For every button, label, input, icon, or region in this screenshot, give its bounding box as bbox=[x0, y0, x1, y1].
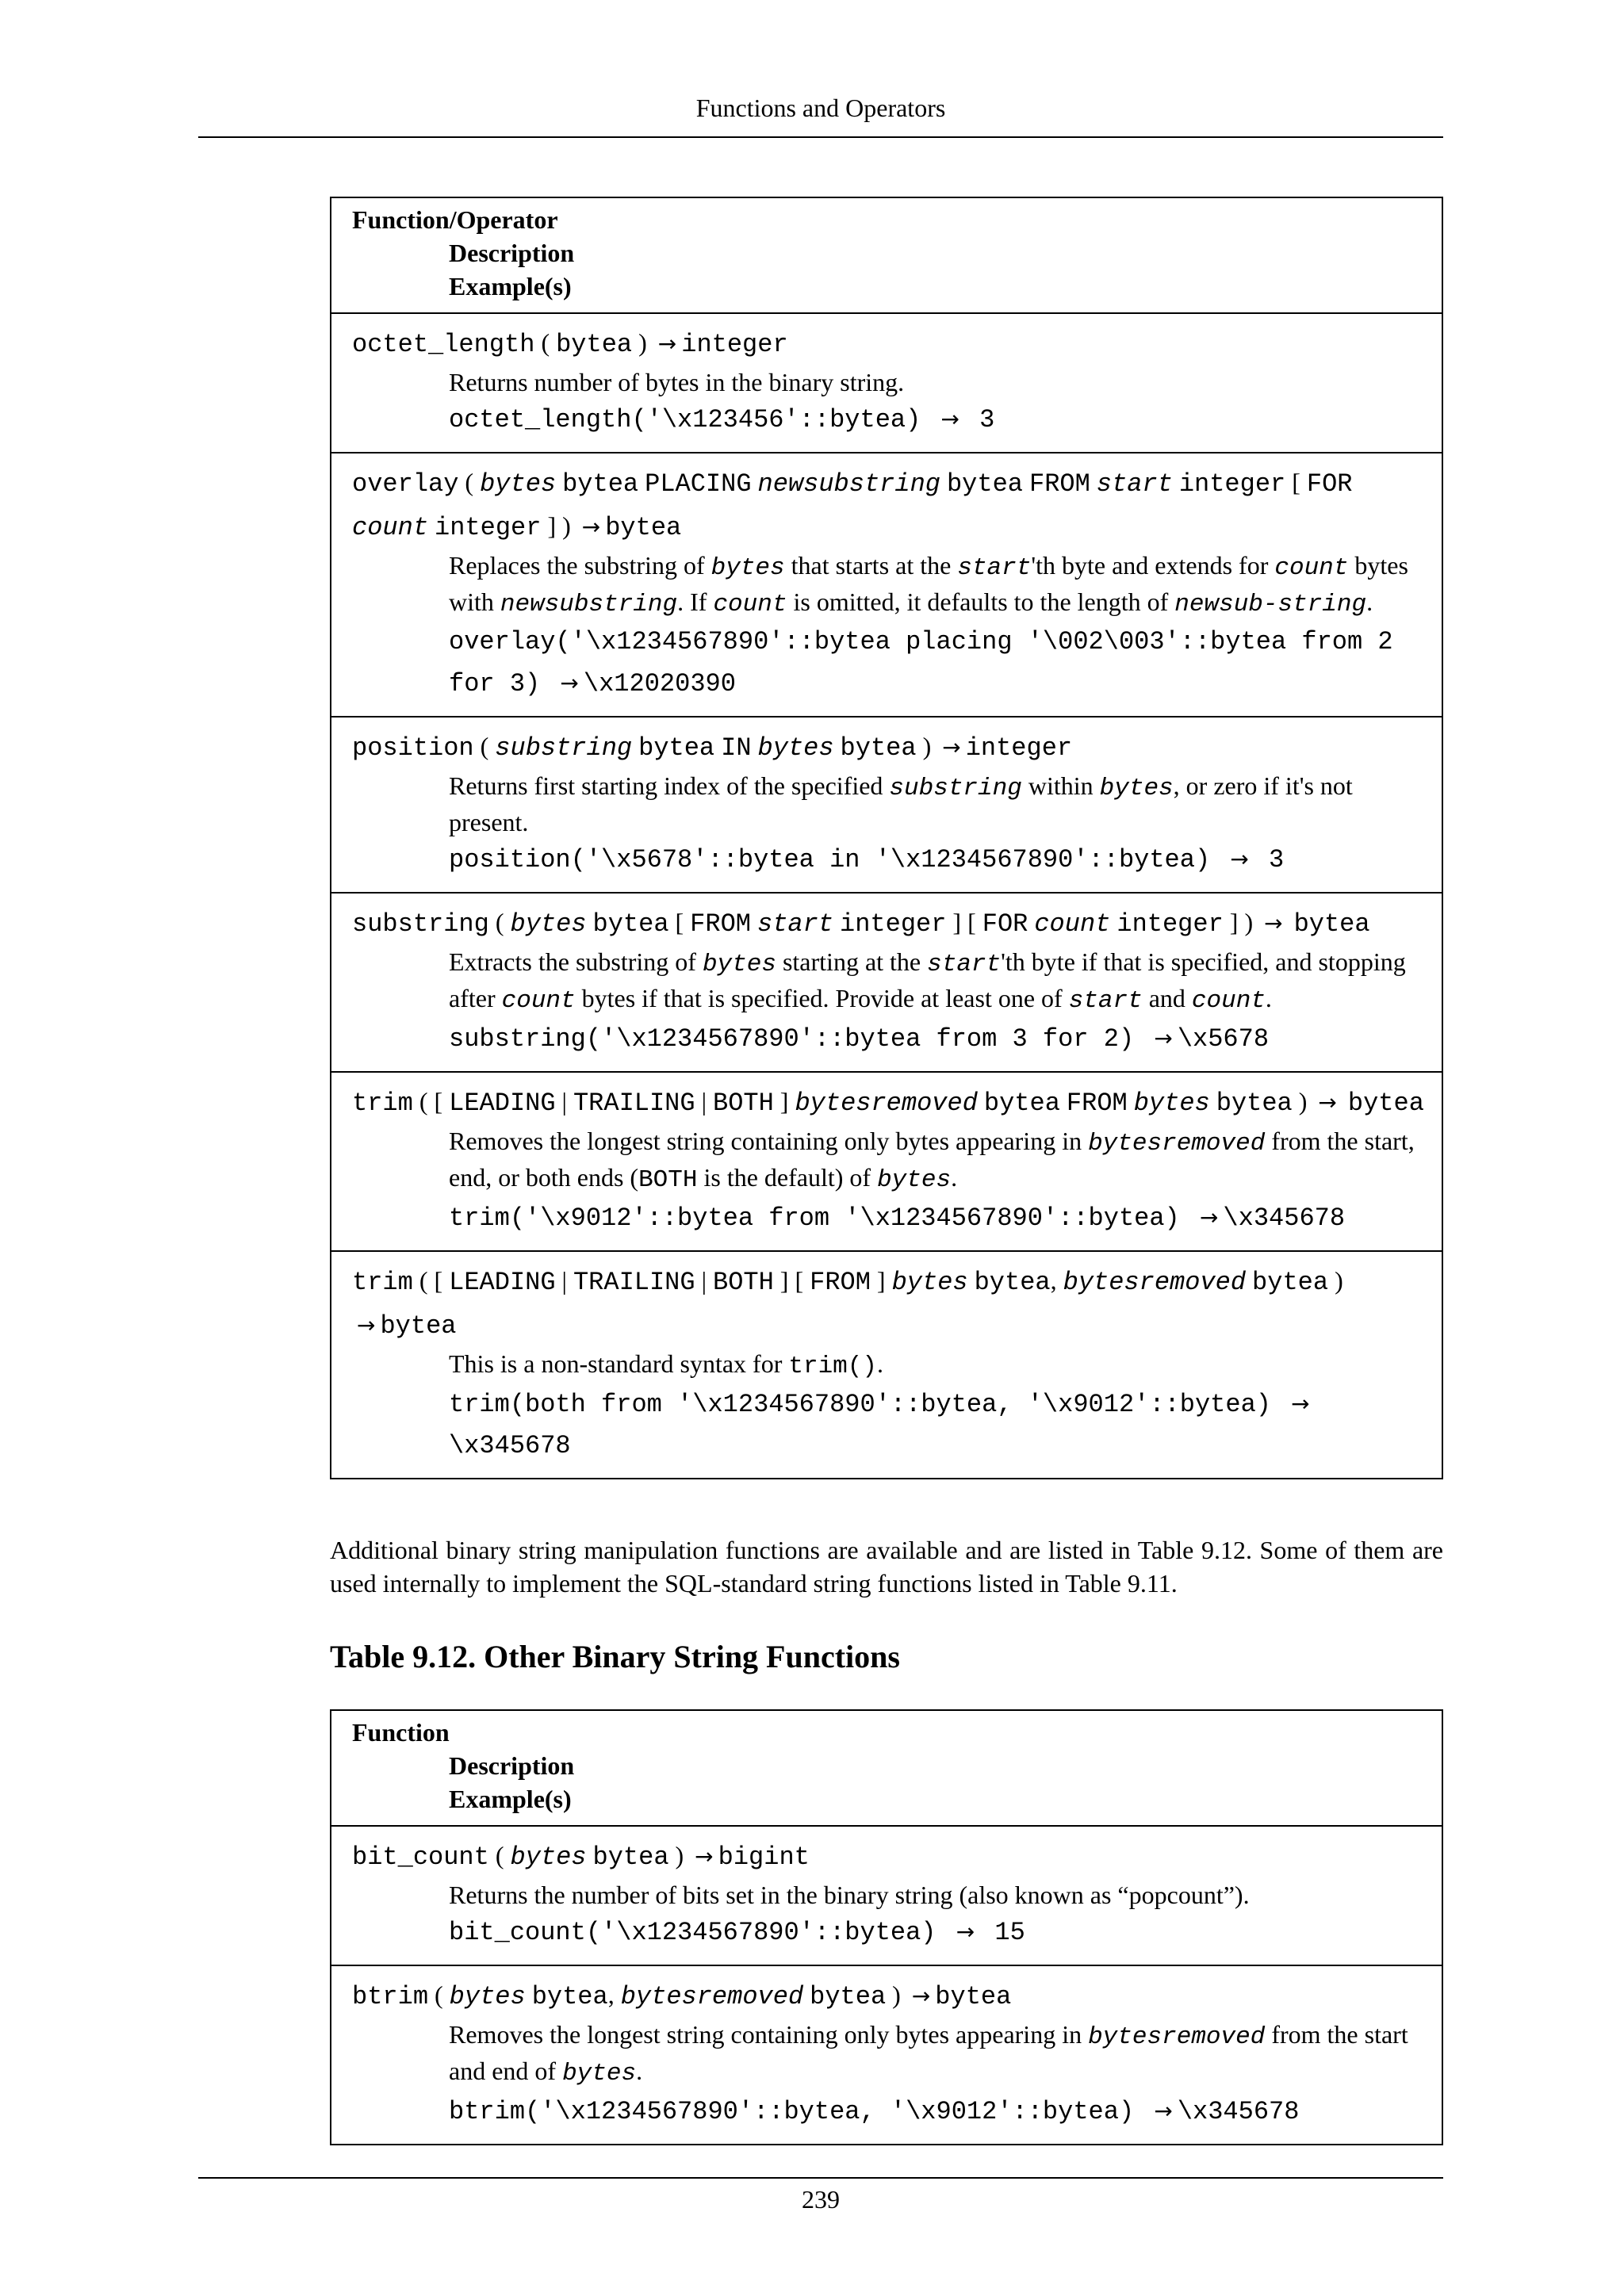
row-body bbox=[352, 365, 1432, 441]
code-token: trim(both from '\x1234567890'::bytea, '\x9012'::bytea) bbox=[449, 1390, 1287, 1419]
text-run: ) bbox=[916, 732, 938, 760]
row-body bbox=[352, 1347, 1432, 1467]
code-token: integer bbox=[435, 513, 542, 542]
text-run bbox=[556, 468, 562, 496]
header-examples: Example(s) bbox=[449, 272, 572, 300]
arrow-icon: → bbox=[942, 734, 961, 760]
code-parameter: bytes bbox=[877, 1166, 952, 1194]
text-run: . If bbox=[677, 587, 714, 616]
function-description bbox=[449, 945, 1432, 1018]
function-description bbox=[449, 1124, 1432, 1197]
code-token: bigint bbox=[718, 1843, 810, 1872]
text-run: Returns number of bytes in the binary string. bbox=[449, 368, 905, 396]
text-run bbox=[940, 468, 947, 496]
code-token: bytea bbox=[840, 733, 917, 763]
text-run: ( bbox=[428, 1980, 450, 2009]
table-row bbox=[331, 894, 1442, 1073]
code-token: FROM bbox=[1028, 469, 1090, 499]
code-parameter: substring bbox=[889, 775, 1022, 802]
text-run: Replaces the substring of bbox=[449, 551, 711, 580]
code-parameter: bytes bbox=[891, 1268, 968, 1297]
code-token: \x5678 bbox=[1177, 1024, 1270, 1054]
function-description bbox=[449, 365, 1432, 399]
text-run: ] [ bbox=[946, 908, 982, 936]
text-run bbox=[968, 1266, 975, 1295]
code-token: BOTH bbox=[638, 1166, 698, 1194]
function-example bbox=[449, 2091, 1432, 2133]
text-run: ( [ bbox=[412, 1087, 450, 1115]
text-run: . bbox=[876, 1349, 883, 1378]
table-row bbox=[331, 1073, 1442, 1252]
code-parameter: start bbox=[927, 951, 1002, 978]
arrow-icon: → bbox=[1154, 2098, 1173, 2124]
text-run bbox=[978, 1087, 984, 1115]
text-run bbox=[803, 1980, 810, 2009]
arrow-icon: → bbox=[695, 1843, 714, 1869]
text-run bbox=[752, 732, 758, 760]
code-parameter: bytes bbox=[480, 469, 557, 499]
table-header bbox=[331, 1711, 1442, 1827]
text-run: | bbox=[695, 1266, 713, 1295]
code-token: bytea bbox=[605, 513, 682, 542]
code-parameter: count bbox=[713, 591, 787, 618]
code-token: LEADING bbox=[449, 1268, 556, 1297]
code-token: PLACING bbox=[645, 469, 752, 499]
text-run: . bbox=[951, 1163, 958, 1192]
table-header bbox=[331, 198, 1442, 314]
code-token: btrim('\x1234567890'::bytea, '\x9012'::bytea) bbox=[449, 2097, 1150, 2126]
text-run bbox=[1173, 468, 1179, 496]
function-signature bbox=[352, 1835, 1432, 1878]
text-run: Removes the longest string containing only bytes appearing in bbox=[449, 1127, 1089, 1155]
code-token: bytea bbox=[974, 1268, 1051, 1297]
text-run bbox=[587, 908, 593, 936]
header-function: Function bbox=[352, 1718, 450, 1747]
arrow-icon: → bbox=[911, 1983, 931, 2009]
code-token: BOTH bbox=[712, 1268, 774, 1297]
text-run bbox=[834, 732, 841, 760]
function-description bbox=[449, 2018, 1432, 2091]
function-signature bbox=[352, 461, 1432, 549]
text-run: is omitted, it defaults to the length of bbox=[787, 587, 1175, 616]
text-run bbox=[1023, 468, 1029, 496]
text-run: ) bbox=[668, 1841, 691, 1869]
code-token: bytea bbox=[946, 469, 1023, 499]
other-binary-string-functions-table bbox=[330, 1709, 1443, 2145]
code-token: FOR bbox=[982, 909, 1028, 939]
code-parameter: newsub-string bbox=[1174, 591, 1367, 618]
code-parameter: start bbox=[957, 554, 1032, 582]
text-run bbox=[714, 732, 721, 760]
code-token: bytea bbox=[983, 1089, 1060, 1118]
text-run: This is a non-standard syntax for bbox=[449, 1349, 789, 1378]
code-token: bytea bbox=[935, 1982, 1012, 2011]
code-token: bytea bbox=[592, 1843, 669, 1872]
arrow-icon: → bbox=[940, 406, 959, 432]
function-example bbox=[449, 1197, 1432, 1239]
code-token: FROM bbox=[690, 909, 751, 939]
text-run: ) bbox=[632, 328, 653, 357]
text-run: bytes if that is specified. Provide at least one of bbox=[575, 984, 1069, 1012]
text-run bbox=[751, 908, 757, 936]
text-run bbox=[752, 468, 758, 496]
header-examples: Example(s) bbox=[449, 1785, 572, 1813]
code-token: 3 bbox=[1253, 845, 1285, 874]
code-parameter: bytes bbox=[710, 554, 785, 582]
arrow-icon: → bbox=[956, 1919, 975, 1945]
page-number: 239 bbox=[802, 2185, 840, 2214]
code-token: bytea bbox=[556, 330, 633, 359]
header-description: Description bbox=[449, 1751, 575, 1780]
code-token: 3 bbox=[963, 405, 995, 434]
text-run: Returns the number of bits set in the binary string (also known as “popcount”). bbox=[449, 1881, 1250, 1909]
text-run: . bbox=[1366, 587, 1373, 616]
code-token: trim bbox=[352, 1268, 413, 1297]
text-run bbox=[638, 468, 645, 496]
text-run bbox=[1060, 1087, 1067, 1115]
arrow-icon: → bbox=[581, 514, 601, 540]
text-run: | bbox=[695, 1087, 713, 1115]
code-token: FOR bbox=[1306, 469, 1353, 499]
text-run: ] ) bbox=[541, 511, 577, 540]
row-body bbox=[352, 1124, 1432, 1239]
code-parameter: count bbox=[1034, 909, 1111, 939]
code-token: octet_length('\x123456'::bytea) bbox=[449, 405, 936, 434]
function-description bbox=[449, 1878, 1432, 1911]
binary-string-functions-table bbox=[330, 197, 1443, 1479]
text-run: ) bbox=[1292, 1087, 1314, 1115]
function-example bbox=[449, 399, 1432, 441]
text-run: ( bbox=[534, 328, 557, 357]
function-description bbox=[449, 769, 1432, 839]
table-row bbox=[331, 718, 1442, 894]
code-parameter: bytesremoved bbox=[1088, 1130, 1266, 1158]
code-token: LEADING bbox=[449, 1089, 556, 1118]
code-token: 15 bbox=[979, 1918, 1025, 1947]
code-token: \x345678 bbox=[1177, 2097, 1300, 2126]
text-run: ] ) bbox=[1223, 908, 1260, 936]
code-token: integer bbox=[840, 909, 947, 939]
code-token: integer bbox=[1116, 909, 1224, 939]
function-signature bbox=[352, 1974, 1432, 2018]
function-signature bbox=[352, 1260, 1432, 1347]
code-parameter: bytes bbox=[1133, 1089, 1210, 1118]
text-run bbox=[833, 908, 840, 936]
code-parameter: newsubstring bbox=[500, 591, 678, 618]
code-token: bytea bbox=[380, 1311, 457, 1341]
code-parameter: bytesremoved bbox=[620, 1982, 804, 2011]
text-run: bytes with bbox=[449, 551, 1408, 616]
text-run: ( [ bbox=[412, 1266, 450, 1295]
text-run: ( bbox=[488, 1841, 511, 1869]
code-token: bit_count bbox=[352, 1843, 489, 1872]
code-parameter: bytes bbox=[562, 2060, 637, 2087]
text-run: . bbox=[636, 2057, 643, 2085]
header-description: Description bbox=[449, 239, 575, 267]
code-token: bytea bbox=[592, 909, 669, 939]
code-token: substring bbox=[352, 909, 489, 939]
arrow-icon: → bbox=[357, 1312, 376, 1338]
function-example bbox=[449, 622, 1432, 705]
text-run bbox=[1288, 908, 1294, 936]
code-token: bytea bbox=[638, 733, 715, 763]
table-row bbox=[331, 1966, 1442, 2144]
text-run: ] bbox=[773, 1087, 795, 1115]
code-token: IN bbox=[721, 733, 752, 763]
text-run: 'th byte if that is specified, and stopping after bbox=[449, 947, 1406, 1012]
row-body bbox=[352, 549, 1432, 705]
code-parameter: bytesremoved bbox=[795, 1089, 978, 1118]
code-parameter: count bbox=[501, 987, 576, 1015]
code-token: FROM bbox=[1066, 1089, 1128, 1118]
row-body bbox=[352, 1878, 1432, 1954]
function-signature bbox=[352, 322, 1432, 365]
code-token: overlay('\x1234567890'::bytea placing '\002\003'::bytea from 2 for 3) bbox=[449, 627, 1393, 698]
code-token: BOTH bbox=[712, 1089, 774, 1118]
function-signature bbox=[352, 1081, 1432, 1124]
running-header: Functions and Operators bbox=[695, 94, 946, 122]
function-example bbox=[449, 1383, 1432, 1467]
text-run bbox=[1128, 1087, 1134, 1115]
text-run: ( bbox=[473, 732, 496, 760]
text-run: , or zero if it's not present. bbox=[449, 771, 1353, 836]
code-parameter: bytesremoved bbox=[1063, 1268, 1247, 1297]
text-run: ( bbox=[488, 908, 511, 936]
text-run bbox=[1342, 1087, 1348, 1115]
code-token: integer bbox=[681, 330, 788, 359]
code-parameter: bytes bbox=[757, 733, 834, 763]
code-parameter: bytesremoved bbox=[1088, 2023, 1266, 2051]
code-token: \x345678 bbox=[449, 1431, 571, 1460]
text-run: | bbox=[555, 1087, 573, 1115]
code-token: substring('\x1234567890'::bytea from 3 for 2) bbox=[449, 1024, 1150, 1054]
text-run: 'th byte and extends for bbox=[1031, 551, 1275, 580]
arrow-icon: → bbox=[1264, 910, 1283, 936]
code-parameter: bytes bbox=[510, 909, 587, 939]
header-function-operator: Function/Operator bbox=[352, 205, 558, 234]
arrow-icon: → bbox=[657, 331, 677, 357]
text-run: ] [ bbox=[773, 1266, 810, 1295]
arrow-icon: → bbox=[560, 670, 579, 696]
text-run: , bbox=[607, 1980, 621, 2009]
arrow-icon: → bbox=[1291, 1391, 1310, 1417]
row-body bbox=[352, 769, 1432, 881]
arrow-icon: → bbox=[1199, 1204, 1219, 1230]
function-example bbox=[449, 1018, 1432, 1060]
table-row bbox=[331, 314, 1442, 453]
text-run: Returns first starting index of the specified bbox=[449, 771, 890, 800]
code-token: bit_count('\x1234567890'::bytea) bbox=[449, 1918, 952, 1947]
text-run: from the start, end, or both ends ( bbox=[449, 1127, 1415, 1192]
text-run bbox=[632, 732, 638, 760]
function-description bbox=[449, 549, 1432, 622]
text-run: and bbox=[1142, 984, 1192, 1012]
code-token: btrim bbox=[352, 1982, 429, 2011]
table-row bbox=[331, 1252, 1442, 1478]
table-row bbox=[331, 1827, 1442, 1966]
text-run: ) bbox=[1328, 1266, 1343, 1295]
code-token: bytea bbox=[810, 1982, 887, 2011]
code-parameter: count bbox=[1191, 987, 1266, 1015]
text-run bbox=[587, 1841, 593, 1869]
code-token: integer bbox=[1178, 469, 1286, 499]
function-description bbox=[449, 1347, 1432, 1383]
arrow-icon: → bbox=[1154, 1025, 1173, 1051]
code-token: overlay bbox=[352, 469, 459, 499]
text-run bbox=[526, 1980, 532, 2009]
text-run bbox=[1246, 1266, 1252, 1295]
code-token: \x345678 bbox=[1223, 1203, 1346, 1233]
code-token: trim() bbox=[788, 1353, 877, 1380]
table-row bbox=[331, 453, 1442, 718]
code-parameter: start bbox=[756, 909, 833, 939]
row-body bbox=[352, 2018, 1432, 2133]
text-run: Removes the longest string containing only bytes appearing in bbox=[449, 2020, 1089, 2049]
code-token: bytea bbox=[1347, 1089, 1424, 1118]
body-paragraph: Additional binary string manipulation functions are available and are listed in Table 9.12. Some of them are used internally to implement the SQL-standard string functions listed in Table 9.11. bbox=[330, 1536, 1443, 1598]
text-run: from the start and end of bbox=[449, 2020, 1408, 2085]
footer-rule bbox=[198, 2177, 1443, 2179]
code-parameter: count bbox=[1274, 554, 1349, 582]
text-run: that starts at the bbox=[784, 551, 958, 580]
code-parameter: substring bbox=[495, 733, 633, 763]
code-token: TRAILING bbox=[573, 1089, 695, 1118]
text-run: , bbox=[1050, 1266, 1063, 1295]
code-token: position('\x5678'::bytea in '\x1234567890'::bytea) bbox=[449, 845, 1226, 874]
code-parameter: start bbox=[1096, 469, 1173, 499]
code-token: integer bbox=[965, 733, 1073, 763]
code-token: bytea bbox=[1293, 909, 1370, 939]
code-token: trim('\x9012'::bytea from '\x1234567890'::bytea) bbox=[449, 1203, 1195, 1233]
text-run: is the default) of bbox=[697, 1163, 878, 1192]
function-example bbox=[449, 839, 1432, 881]
table-title: Table 9.12. Other Binary String Functions bbox=[330, 1639, 900, 1674]
row-body bbox=[352, 945, 1432, 1060]
code-token: position bbox=[352, 733, 474, 763]
code-token: bytea bbox=[1216, 1089, 1293, 1118]
code-token: TRAILING bbox=[573, 1268, 695, 1297]
code-token: FROM bbox=[810, 1268, 871, 1297]
text-run bbox=[1090, 468, 1097, 496]
code-token: trim bbox=[352, 1089, 413, 1118]
text-run bbox=[428, 511, 435, 540]
code-parameter: bytes bbox=[449, 1982, 526, 2011]
arrow-icon: → bbox=[1230, 846, 1249, 872]
header-rule bbox=[198, 136, 1443, 138]
code-token: bytea bbox=[1252, 1268, 1329, 1297]
code-parameter: count bbox=[352, 513, 429, 542]
text-run: ( bbox=[458, 468, 481, 496]
code-parameter: bytes bbox=[510, 1843, 587, 1872]
text-run: within bbox=[1021, 771, 1100, 800]
text-run: . bbox=[1265, 984, 1272, 1012]
text-run bbox=[1210, 1087, 1216, 1115]
text-run: starting at the bbox=[776, 947, 928, 976]
text-run: | bbox=[555, 1266, 573, 1295]
arrow-icon: → bbox=[1318, 1089, 1337, 1115]
function-signature bbox=[352, 901, 1432, 945]
code-parameter: start bbox=[1068, 987, 1143, 1015]
code-parameter: newsubstring bbox=[757, 469, 940, 499]
text-run: Extracts the substring of bbox=[449, 947, 703, 976]
text-run: ] bbox=[870, 1266, 892, 1295]
code-token: bytea bbox=[562, 469, 639, 499]
code-token: bytea bbox=[531, 1982, 608, 2011]
code-parameter: bytes bbox=[1099, 775, 1174, 802]
text-run: ) bbox=[886, 1980, 907, 2009]
code-token: \x12020390 bbox=[583, 669, 736, 698]
code-token: octet_length bbox=[352, 330, 535, 359]
code-parameter: bytes bbox=[702, 951, 776, 978]
text-run: [ bbox=[1285, 468, 1307, 496]
function-signature bbox=[352, 725, 1432, 769]
function-example bbox=[449, 1911, 1432, 1954]
text-run: [ bbox=[668, 908, 691, 936]
